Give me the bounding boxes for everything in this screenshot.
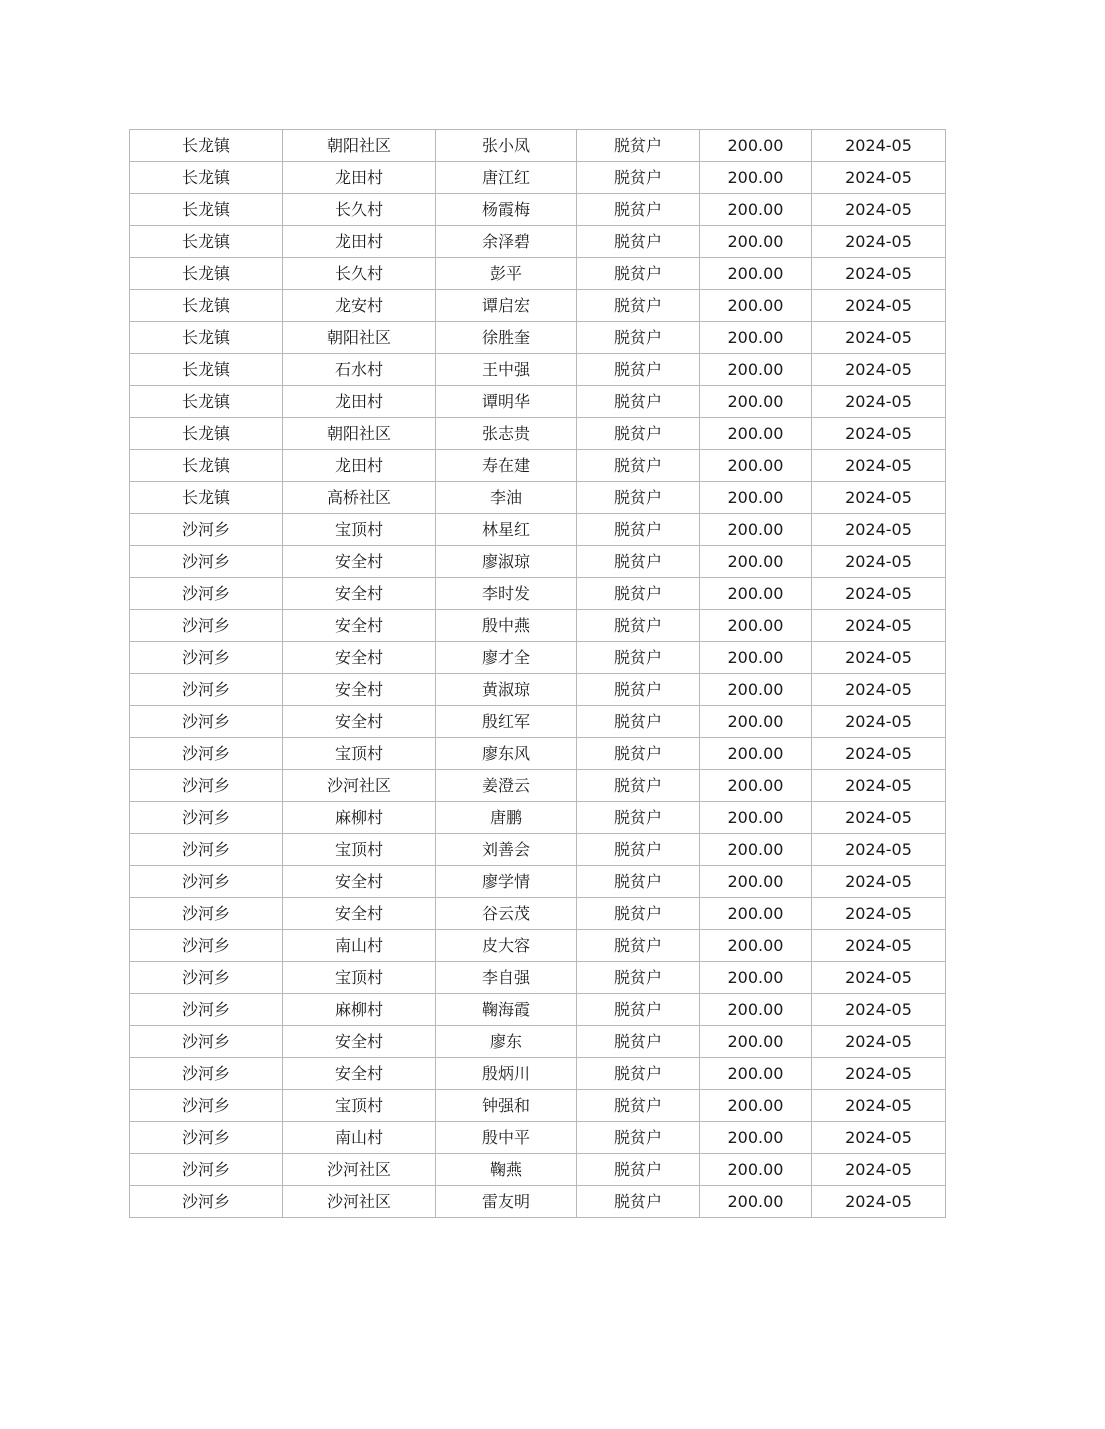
category-cell: 脱贫户 [577,834,700,866]
table-row [130,418,946,450]
amount-cell: 200.00 [700,322,812,354]
name-cell: 杨霞梅 [436,194,577,226]
month-cell: 2024-05 [812,770,946,802]
town-cell: 长龙镇 [130,386,283,418]
category-cell: 脱贫户 [577,130,700,162]
name-cell: 余泽碧 [436,226,577,258]
category-cell: 脱贫户 [577,482,700,514]
category-cell: 脱贫户 [577,514,700,546]
name-cell: 张志贵 [436,418,577,450]
month-cell: 2024-05 [812,1090,946,1122]
name-cell: 唐鹏 [436,802,577,834]
month-cell: 2024-05 [812,322,946,354]
table-row [130,610,946,642]
category-cell: 脱贫户 [577,1090,700,1122]
amount-cell: 200.00 [700,354,812,386]
town-cell: 长龙镇 [130,194,283,226]
category-cell: 脱贫户 [577,322,700,354]
town-cell: 沙河乡 [130,802,283,834]
table-row [130,834,946,866]
month-cell: 2024-05 [812,1186,946,1218]
amount-cell: 200.00 [700,258,812,290]
category-cell: 脱贫户 [577,546,700,578]
amount-cell: 200.00 [700,834,812,866]
amount-cell: 200.00 [700,226,812,258]
town-cell: 沙河乡 [130,1026,283,1058]
table-row [130,130,946,162]
month-cell: 2024-05 [812,1154,946,1186]
category-cell: 脱贫户 [577,450,700,482]
town-cell: 沙河乡 [130,738,283,770]
village-cell: 安全村 [283,642,436,674]
name-cell: 林星红 [436,514,577,546]
town-cell: 长龙镇 [130,130,283,162]
category-cell: 脱贫户 [577,1026,700,1058]
category-cell: 脱贫户 [577,930,700,962]
village-cell: 沙河社区 [283,1154,436,1186]
month-cell: 2024-05 [812,642,946,674]
category-cell: 脱贫户 [577,578,700,610]
month-cell: 2024-05 [812,258,946,290]
table-row [130,162,946,194]
town-cell: 长龙镇 [130,418,283,450]
category-cell: 脱贫户 [577,418,700,450]
village-cell: 石水村 [283,354,436,386]
month-cell: 2024-05 [812,738,946,770]
month-cell: 2024-05 [812,482,946,514]
town-cell: 沙河乡 [130,1122,283,1154]
village-cell: 长久村 [283,194,436,226]
table-row [130,290,946,322]
town-cell: 沙河乡 [130,962,283,994]
village-cell: 麻柳村 [283,994,436,1026]
town-cell: 长龙镇 [130,354,283,386]
town-cell: 长龙镇 [130,162,283,194]
name-cell: 王中强 [436,354,577,386]
amount-cell: 200.00 [700,386,812,418]
table-row [130,706,946,738]
name-cell: 李油 [436,482,577,514]
village-cell: 朝阳社区 [283,130,436,162]
name-cell: 李时发 [436,578,577,610]
category-cell: 脱贫户 [577,802,700,834]
amount-cell: 200.00 [700,738,812,770]
category-cell: 脱贫户 [577,866,700,898]
amount-cell: 200.00 [700,418,812,450]
category-cell: 脱贫户 [577,674,700,706]
town-cell: 沙河乡 [130,834,283,866]
month-cell: 2024-05 [812,354,946,386]
table-row [130,514,946,546]
table-row [130,226,946,258]
town-cell: 沙河乡 [130,1090,283,1122]
category-cell: 脱贫户 [577,1122,700,1154]
town-cell: 沙河乡 [130,674,283,706]
name-cell: 廖学情 [436,866,577,898]
amount-cell: 200.00 [700,706,812,738]
amount-cell: 200.00 [700,1186,812,1218]
table-row [130,898,946,930]
amount-cell: 200.00 [700,642,812,674]
name-cell: 彭平 [436,258,577,290]
name-cell: 廖淑琼 [436,546,577,578]
amount-cell: 200.00 [700,674,812,706]
amount-cell: 200.00 [700,130,812,162]
amount-cell: 200.00 [700,1154,812,1186]
table-row [130,322,946,354]
category-cell: 脱贫户 [577,706,700,738]
amount-cell: 200.00 [700,1058,812,1090]
table-row [130,546,946,578]
name-cell: 廖东风 [436,738,577,770]
town-cell: 长龙镇 [130,450,283,482]
month-cell: 2024-05 [812,866,946,898]
table-row [130,770,946,802]
category-cell: 脱贫户 [577,194,700,226]
name-cell: 廖才全 [436,642,577,674]
town-cell: 长龙镇 [130,226,283,258]
month-cell: 2024-05 [812,226,946,258]
category-cell: 脱贫户 [577,290,700,322]
village-cell: 长久村 [283,258,436,290]
table-row [130,386,946,418]
town-cell: 长龙镇 [130,290,283,322]
table-row [130,674,946,706]
town-cell: 沙河乡 [130,1186,283,1218]
town-cell: 沙河乡 [130,706,283,738]
village-cell: 朝阳社区 [283,322,436,354]
name-cell: 黄淑琼 [436,674,577,706]
amount-cell: 200.00 [700,290,812,322]
category-cell: 脱贫户 [577,962,700,994]
town-cell: 长龙镇 [130,258,283,290]
village-cell: 龙安村 [283,290,436,322]
town-cell: 沙河乡 [130,546,283,578]
category-cell: 脱贫户 [577,770,700,802]
name-cell: 姜澄云 [436,770,577,802]
town-cell: 沙河乡 [130,930,283,962]
town-cell: 沙河乡 [130,898,283,930]
amount-cell: 200.00 [700,1090,812,1122]
table-row [130,1026,946,1058]
month-cell: 2024-05 [812,802,946,834]
town-cell: 沙河乡 [130,642,283,674]
amount-cell: 200.00 [700,546,812,578]
category-cell: 脱贫户 [577,610,700,642]
amount-cell: 200.00 [700,1122,812,1154]
table-row [130,578,946,610]
name-cell: 雷友明 [436,1186,577,1218]
month-cell: 2024-05 [812,130,946,162]
village-cell: 宝顶村 [283,738,436,770]
village-cell: 宝顶村 [283,834,436,866]
table-row [130,1186,946,1218]
month-cell: 2024-05 [812,386,946,418]
name-cell: 皮大容 [436,930,577,962]
category-cell: 脱贫户 [577,226,700,258]
month-cell: 2024-05 [812,930,946,962]
village-cell: 安全村 [283,866,436,898]
table-row [130,802,946,834]
table-row [130,1090,946,1122]
village-cell: 龙田村 [283,450,436,482]
village-cell: 龙田村 [283,162,436,194]
category-cell: 脱贫户 [577,642,700,674]
month-cell: 2024-05 [812,898,946,930]
name-cell: 殷红军 [436,706,577,738]
name-cell: 谭启宏 [436,290,577,322]
town-cell: 长龙镇 [130,482,283,514]
name-cell: 殷炳川 [436,1058,577,1090]
town-cell: 沙河乡 [130,578,283,610]
table-row [130,994,946,1026]
village-cell: 沙河社区 [283,1186,436,1218]
amount-cell: 200.00 [700,770,812,802]
town-cell: 沙河乡 [130,994,283,1026]
amount-cell: 200.00 [700,194,812,226]
category-cell: 脱贫户 [577,258,700,290]
village-cell: 安全村 [283,1058,436,1090]
village-cell: 宝顶村 [283,962,436,994]
village-cell: 宝顶村 [283,514,436,546]
table-row [130,1058,946,1090]
month-cell: 2024-05 [812,162,946,194]
town-cell: 沙河乡 [130,1154,283,1186]
village-cell: 安全村 [283,546,436,578]
category-cell: 脱贫户 [577,386,700,418]
records-table-body [130,130,946,1218]
name-cell: 谷云茂 [436,898,577,930]
table-row [130,930,946,962]
table-row [130,1122,946,1154]
table-row [130,866,946,898]
category-cell: 脱贫户 [577,738,700,770]
village-cell: 龙田村 [283,386,436,418]
name-cell: 寿在建 [436,450,577,482]
name-cell: 刘善会 [436,834,577,866]
name-cell: 鞠燕 [436,1154,577,1186]
table-row [130,194,946,226]
table-row [130,450,946,482]
category-cell: 脱贫户 [577,162,700,194]
amount-cell: 200.00 [700,578,812,610]
name-cell: 钟强和 [436,1090,577,1122]
name-cell: 廖东 [436,1026,577,1058]
name-cell: 鞠海霞 [436,994,577,1026]
table-row [130,258,946,290]
village-cell: 南山村 [283,930,436,962]
category-cell: 脱贫户 [577,1154,700,1186]
amount-cell: 200.00 [700,962,812,994]
village-cell: 安全村 [283,1026,436,1058]
name-cell: 谭明华 [436,386,577,418]
town-cell: 沙河乡 [130,866,283,898]
month-cell: 2024-05 [812,194,946,226]
month-cell: 2024-05 [812,290,946,322]
table-row [130,354,946,386]
amount-cell: 200.00 [700,866,812,898]
table-row [130,962,946,994]
town-cell: 沙河乡 [130,770,283,802]
name-cell: 殷中平 [436,1122,577,1154]
name-cell: 殷中燕 [436,610,577,642]
amount-cell: 200.00 [700,450,812,482]
category-cell: 脱贫户 [577,898,700,930]
town-cell: 沙河乡 [130,610,283,642]
village-cell: 安全村 [283,898,436,930]
village-cell: 麻柳村 [283,802,436,834]
month-cell: 2024-05 [812,578,946,610]
amount-cell: 200.00 [700,514,812,546]
month-cell: 2024-05 [812,834,946,866]
category-cell: 脱贫户 [577,354,700,386]
category-cell: 脱贫户 [577,1186,700,1218]
month-cell: 2024-05 [812,674,946,706]
amount-cell: 200.00 [700,898,812,930]
town-cell: 沙河乡 [130,514,283,546]
village-cell: 南山村 [283,1122,436,1154]
month-cell: 2024-05 [812,1058,946,1090]
amount-cell: 200.00 [700,610,812,642]
month-cell: 2024-05 [812,514,946,546]
village-cell: 安全村 [283,674,436,706]
name-cell: 唐江红 [436,162,577,194]
table-row [130,482,946,514]
month-cell: 2024-05 [812,994,946,1026]
category-cell: 脱贫户 [577,994,700,1026]
village-cell: 高桥社区 [283,482,436,514]
name-cell: 徐胜奎 [436,322,577,354]
amount-cell: 200.00 [700,994,812,1026]
village-cell: 安全村 [283,610,436,642]
name-cell: 李自强 [436,962,577,994]
village-cell: 朝阳社区 [283,418,436,450]
village-cell: 龙田村 [283,226,436,258]
table-row [130,1154,946,1186]
month-cell: 2024-05 [812,706,946,738]
name-cell: 张小凤 [436,130,577,162]
village-cell: 沙河社区 [283,770,436,802]
town-cell: 长龙镇 [130,322,283,354]
month-cell: 2024-05 [812,962,946,994]
month-cell: 2024-05 [812,418,946,450]
amount-cell: 200.00 [700,802,812,834]
amount-cell: 200.00 [700,482,812,514]
month-cell: 2024-05 [812,450,946,482]
village-cell: 安全村 [283,706,436,738]
table-row [130,642,946,674]
amount-cell: 200.00 [700,162,812,194]
table-row [130,738,946,770]
month-cell: 2024-05 [812,1122,946,1154]
village-cell: 宝顶村 [283,1090,436,1122]
month-cell: 2024-05 [812,1026,946,1058]
month-cell: 2024-05 [812,546,946,578]
month-cell: 2024-05 [812,610,946,642]
town-cell: 沙河乡 [130,1058,283,1090]
records-table [129,129,946,1218]
amount-cell: 200.00 [700,930,812,962]
category-cell: 脱贫户 [577,1058,700,1090]
village-cell: 安全村 [283,578,436,610]
amount-cell: 200.00 [700,1026,812,1058]
